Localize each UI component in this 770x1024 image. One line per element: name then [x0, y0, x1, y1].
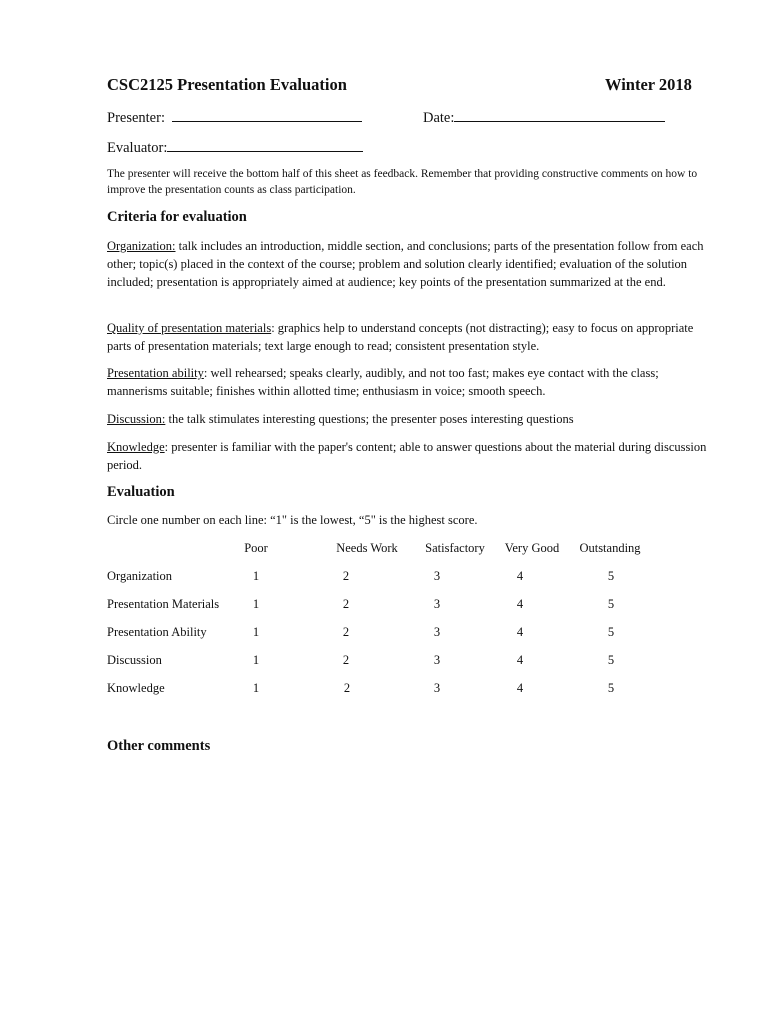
criterion-text: talk includes an introduction, middle section, and conclusions; parts of the presentation follow from each other; topic(s) placed in the context of the course; problem and solution clearly identified; evaluation of the solution included; presentation is appropriately aimed at audience; key points of the presentation summarized at the end.: [107, 239, 704, 289]
criterion-ability: [107, 364, 717, 400]
criterion-discussion: [107, 410, 717, 428]
criterion-knowledge: [107, 438, 717, 474]
criterion-label: Discussion:: [107, 412, 166, 426]
criterion-label: Organization:: [107, 239, 176, 253]
score-option[interactable]: 4: [516, 681, 524, 695]
score-option[interactable]: 5: [607, 569, 615, 583]
score-option[interactable]: 3: [433, 569, 441, 583]
criterion-label: Presentation ability: [107, 366, 204, 380]
date-field: [423, 107, 665, 127]
score-option[interactable]: 1: [252, 597, 260, 611]
evaluation-instruction: Circle one number on each line: “1" is the lowest, “5" is the highest score.: [107, 513, 478, 527]
score-option[interactable]: 3: [433, 681, 441, 695]
score-option[interactable]: 5: [607, 625, 615, 639]
column-header-needs-work: Needs Work: [336, 541, 398, 555]
score-option[interactable]: 1: [252, 569, 260, 583]
score-option[interactable]: 4: [516, 569, 524, 583]
criterion-label: Quality of presentation materials: [107, 321, 272, 335]
column-header-satisfactory: Satisfactory: [425, 541, 485, 555]
row-label-organization: Organization: [107, 569, 173, 583]
evaluator-blank-line: [167, 137, 363, 152]
score-option[interactable]: 3: [433, 597, 441, 611]
term-label: Winter 2018: [605, 75, 692, 94]
date-label: Date:: [423, 110, 455, 126]
score-option[interactable]: 2: [342, 653, 350, 667]
feedback-note: The presenter will receive the bottom half of this sheet as feedback. Remember that providing constructive comments on how to improve the presentation counts as class participation.: [107, 168, 698, 196]
score-option[interactable]: 1: [252, 625, 260, 639]
score-option[interactable]: 2: [343, 681, 351, 695]
score-option[interactable]: 4: [516, 597, 524, 611]
criterion-organization: [107, 237, 717, 291]
score-option[interactable]: 1: [252, 653, 260, 667]
score-option[interactable]: 5: [607, 597, 615, 611]
criterion-label: Knowledge: [107, 440, 165, 454]
column-header-very-good: Very Good: [504, 541, 560, 555]
score-option[interactable]: 3: [433, 625, 441, 639]
criterion-text: : graphics help to understand concepts (not distracting); easy to focus on appropriate parts of presentation materials; text large enough to read; consistent presentation style.: [107, 321, 694, 353]
presenter-field: [107, 107, 362, 127]
column-header-poor: Poor: [244, 541, 268, 555]
score-option[interactable]: 5: [607, 681, 615, 695]
criterion-text: : well rehearsed; speaks clearly, audibly, and not too fast; makes eye contact with the class; mannerisms suitable; finishes within allotted time; enthusiasm in voice; smooth speech.: [107, 366, 659, 398]
row-label-presentation-materials: Presentation Materials: [107, 597, 220, 611]
score-option[interactable]: 2: [342, 625, 350, 639]
score-option[interactable]: 2: [342, 569, 350, 583]
criterion-text: the talk stimulates interesting questions; the presenter poses interesting questions: [165, 412, 574, 426]
row-label-knowledge: Knowledge: [107, 681, 165, 695]
date-blank-line: [454, 107, 665, 122]
column-header-outstanding: Outstanding: [579, 541, 641, 555]
presenter-blank-line: [172, 107, 362, 122]
evaluator-label: Evaluator:: [107, 140, 168, 156]
score-option[interactable]: 4: [516, 625, 524, 639]
presenter-label: Presenter:: [107, 110, 165, 126]
criterion-text: : presenter is familiar with the paper's content; able to answer questions about the material during discussion period.: [107, 440, 707, 472]
score-option[interactable]: 1: [252, 681, 260, 695]
evaluator-field: [107, 137, 363, 157]
score-option[interactable]: 5: [607, 653, 615, 667]
row-label-presentation-ability: Presentation Ability: [107, 625, 207, 639]
score-option[interactable]: 3: [433, 653, 441, 667]
criteria-heading: Criteria for evaluation: [107, 209, 247, 225]
page-title: CSC2125 Presentation Evaluation: [107, 75, 347, 94]
score-option[interactable]: 4: [516, 653, 524, 667]
row-label-discussion: Discussion: [107, 653, 162, 667]
score-option[interactable]: 2: [342, 597, 350, 611]
evaluation-heading: Evaluation: [107, 484, 175, 500]
criterion-quality: [107, 319, 717, 355]
other-comments-heading: Other comments: [107, 738, 211, 754]
